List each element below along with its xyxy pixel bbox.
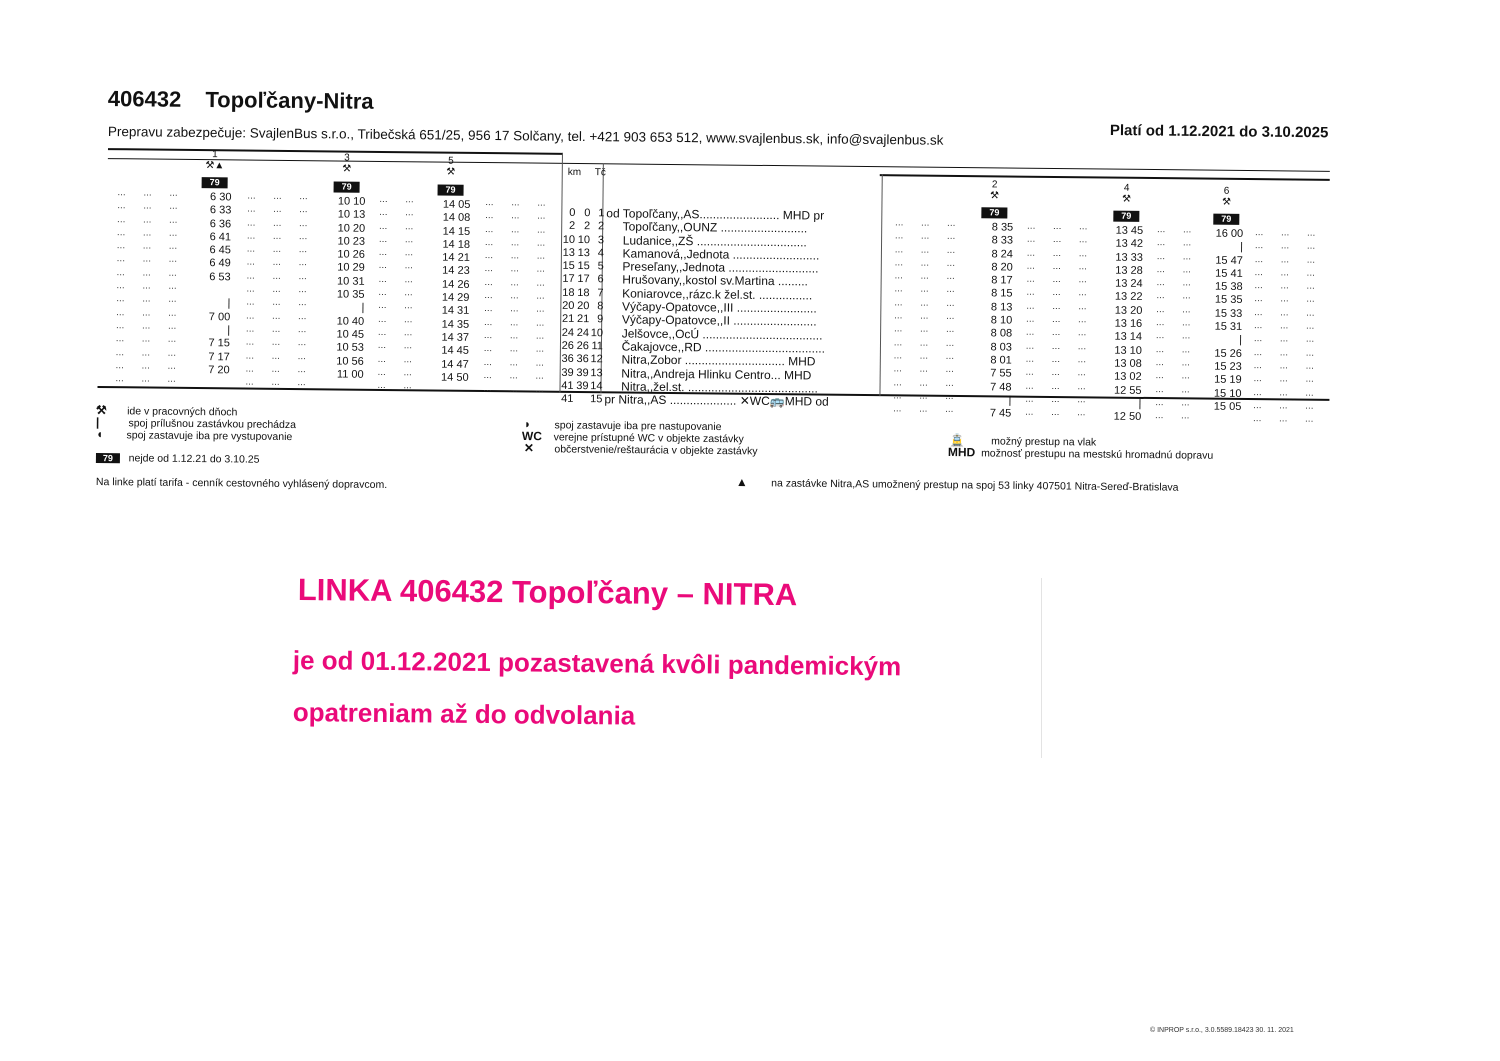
empty-column: ... ... ... ... ... ... ... ... ... ... ... ... ... ... ... (271, 190, 282, 389)
legend-transfer (736, 476, 1179, 494)
legend-alight (96, 428, 292, 443)
train-icon: 🚊 (949, 433, 965, 448)
notice-heading: LINKA 406432 Topoľčany – NITRA (297, 572, 798, 613)
empty-column: ... ... ... ... ... ... ... ... ... ... ... ... ... ... ... (167, 187, 178, 385)
empty-column: ... ... ... ... ... ... ... ... ... ... ... ... ... ... ... (377, 193, 388, 392)
empty-column: ... ... ... ... ... ... ... ... ... ... ... ... ... ... ... (945, 217, 956, 416)
trip-4-symbols: ⚒ (1121, 193, 1132, 205)
trip-6-badge: 79 (1213, 214, 1239, 225)
empty-column: ... ... ... ... ... ... ... ... ... ... ... ... ... ... ... (919, 217, 930, 415)
timetable (97, 148, 1330, 451)
trip-5-symbols: ⚒ (446, 166, 456, 178)
empty-column: ... ... ... ... ... ... ... ... ... ... ... ... ... ... ... (509, 197, 520, 395)
trip-1-badge: 79 (202, 177, 228, 188)
empty-column: ... ... ... ... ... ... ... ... ... ... ... ... ... ... ... (1077, 221, 1088, 419)
empty-column: ... ... ... ... ... ... ... ... ... ... ... ... ... ... ... (1051, 220, 1062, 419)
triangle-icon: ▲ (735, 475, 748, 490)
trip-2-badge: 79 (981, 207, 1007, 218)
wc-icon: WC (521, 429, 543, 444)
trip-6-times: 16 00 | 15 47 15 41 15 38 15 35 15 33 15 31 | 15 26 15 23 15 19 15 10 15 05 (1213, 227, 1244, 413)
empty-column: ... ... ... ... ... ... ... ... ... ... ... ... ... ... ... (115, 187, 126, 385)
legend-mhd-text: možnosť prestupu na mestskú hromadnú dopravu (981, 447, 1214, 462)
legend-workdays-text: ide v pracovných dňoch (127, 405, 238, 419)
hammers-icon: ⚒ (95, 403, 107, 418)
legend-train-text: možný prestup na vlak (991, 435, 1097, 449)
empty-column: ... ... ... ... ... ... ... ... ... ... ... ... ... ... ... (1155, 224, 1166, 422)
km-header: km (567, 166, 582, 179)
badge-79-icon: 79 (96, 453, 120, 463)
divider-stops (879, 174, 882, 396)
empty-column: ... ... ... ... ... ... ... ... ... ... ... ... ... ... ... (535, 197, 546, 395)
empty-column: ... ... ... ... ... ... ... ... ... ... ... ... ... ... ... (893, 217, 904, 415)
tc-header: Tč (594, 167, 606, 179)
legend-badge-text: nejde od 1.12.21 do 3.10.25 (128, 452, 260, 466)
legend-refreshment-text: občerstvenie/reštaurácia v objekte zastávky (554, 443, 758, 458)
trip-1-symbols: ⚒▲ (205, 160, 225, 172)
line-title (108, 86, 374, 115)
tc-column: 1 2 3 4 5 6 7 8 9 10 11 12 13 14 15 (590, 207, 605, 406)
notice-line-3: opatreniam až do odvolania (292, 697, 636, 731)
trip-2-times: 8 35 8 33 8 24 8 20 8 17 8 15 8 13 8 10 8 08 8 03 8 01 7 55 7 48 | 7 45 (989, 221, 1014, 420)
km-column-2: 0 2 10 13 15 17 18 20 21 24 26 36 39 39 (576, 207, 591, 392)
empty-column: ... ... ... ... ... ... ... ... ... ... ... ... ... ... ... (483, 197, 494, 395)
trip-5-number: 5 (448, 155, 454, 167)
board-only-icon: ◗ (523, 417, 532, 432)
trip-6-number: 6 (1223, 185, 1230, 197)
operator-info: Prepravu zabezpečuje: SvajlenBus s.r.o., Tribečská 651/25, 956 17 Solčany, tel. +421 903 653 512, www.svajlenbus.sk, info@svajlenbus.sk (107, 124, 944, 148)
notice-line-2: je od 01.12.2021 pozastavená kvôli pandemickým (292, 645, 902, 682)
validity-period: Platí od 1.12.2021 do 3.10.2025 (1109, 122, 1329, 142)
empty-column: ... ... ... ... ... ... ... ... ... ... ... ... ... ... ... (1181, 224, 1192, 422)
line-number: 406432 (107, 86, 182, 112)
trip-2-number: 2 (991, 179, 998, 191)
legend-tariff: Na linke platí tarifa - cenník cestovného vyhlásený dopravcom. (95, 476, 388, 492)
legend-mhd (948, 446, 1213, 462)
table-top-rule-right (880, 174, 1330, 181)
line-name: Topoľčany-Nitra (205, 87, 374, 114)
trip-5-times: 14 05 14 08 14 15 14 18 14 21 14 23 14 26 14 29 14 31 14 35 14 37 14 45 14 47 14 50 (441, 198, 471, 384)
trip-4-times: 13 45 13 42 13 33 13 28 13 24 13 22 13 20 13 16 13 14 13 10 13 08 13 02 12 55 | 12 50 (1113, 224, 1144, 424)
trip-5-badge: 79 (438, 185, 464, 196)
trip-3-badge: 79 (334, 181, 360, 192)
mhd-icon: MHD (947, 445, 976, 460)
legend-refreshment (524, 442, 758, 457)
empty-column: ... ... ... ... ... ... ... ... ... ... ... ... ... ... ... (1252, 227, 1264, 425)
scan-edge (1041, 578, 1042, 758)
pass-through-icon: | (95, 415, 100, 430)
empty-column: ... ... ... ... ... ... ... ... ... ... ... ... ... ... ... (1304, 227, 1316, 425)
legend-wc-text: verejne prístupné WC v objekte zastávky (553, 431, 744, 446)
legend-transfer-text: na zastávke Nitra,AS umožnený prestup na spoj 53 linky 407501 Nitra-Sereď-Bratislava (771, 477, 1179, 494)
empty-column: ... ... ... ... ... ... ... ... ... ... ... ... ... ... ... (297, 191, 308, 389)
trip-2-symbols: ⚒ (990, 190, 1000, 202)
trip-3-number: 3 (344, 152, 350, 164)
alight-only-icon: ◖ (95, 427, 104, 442)
legend-passes-text: spoj prílušnou zastávkou prechádza (128, 417, 297, 432)
trip-3-times: 10 10 10 13 10 20 10 23 10 26 10 29 10 31 10 35 | 10 40 10 45 10 53 10 56 11 00 (336, 195, 366, 381)
empty-column: ... ... ... ... ... ... ... ... ... ... ... ... ... ... ... (403, 194, 414, 392)
trip-6-symbols: ⚒ (1221, 196, 1232, 208)
footer-credit: © INPROP s.r.o., 3.0.5589.18423 30. 11. 2021 (1150, 1027, 1294, 1034)
cutlery-icon: ✕ (523, 441, 535, 456)
empty-column: ... ... ... ... ... ... ... ... ... ... ... ... ... ... ... (1278, 227, 1290, 425)
legend-board-only-text: spoj zastavuje iba pre nastupovanie (554, 419, 722, 434)
trip-1-number: 1 (212, 149, 218, 161)
empty-column: ... ... ... ... ... ... ... ... ... ... ... ... ... ... ... (245, 190, 256, 388)
trip-3-symbols: ⚒ (342, 163, 352, 175)
legend-alight-text: spoj zastavuje iba pre vystupovanie (126, 429, 293, 444)
trip-1-times: 6 30 6 33 6 36 6 41 6 45 6 49 6 53 | 7 00 | 7 15 7 17 7 20 (208, 191, 232, 377)
stop-list: od Topoľčany,,AS........................ MHD pr Topoľčany,,OUNZ .......................... Ludanice,,ZŠ ................................. Kamanová,,Jednota .......................... Preseľany,,Jednota ........................... Hrušovany,,kostol sv.Martina ......... Koniarovce,,rázc.k žel.st. ................ Výčapy-Opatovce,,III ........................ Výčapy-Opatovce,,II ......................... Jelšovce,,OcÚ .................................... Čakajovce,,RD .................................... Nitra,Zobor .............................. MHD Nitra,,Andreja Hlinku Centro... MHD Nitra,,žel.st. ....................................... pr Nitra,,AS .................... ✕WC🚌MHD od (604, 206, 829, 409)
km-column-1: 0 2 10 13 15 17 18 20 21 24 26 36 39 41 41 (561, 206, 576, 406)
trip-4-number: 4 (1123, 182, 1130, 194)
empty-column: ... ... ... ... ... ... ... ... ... ... ... ... ... ... ... (141, 187, 152, 385)
trip-4-badge: 79 (1113, 211, 1139, 222)
empty-column: ... ... ... ... ... ... ... ... ... ... ... ... ... ... ... (1025, 220, 1036, 418)
legend-badge (96, 452, 260, 466)
